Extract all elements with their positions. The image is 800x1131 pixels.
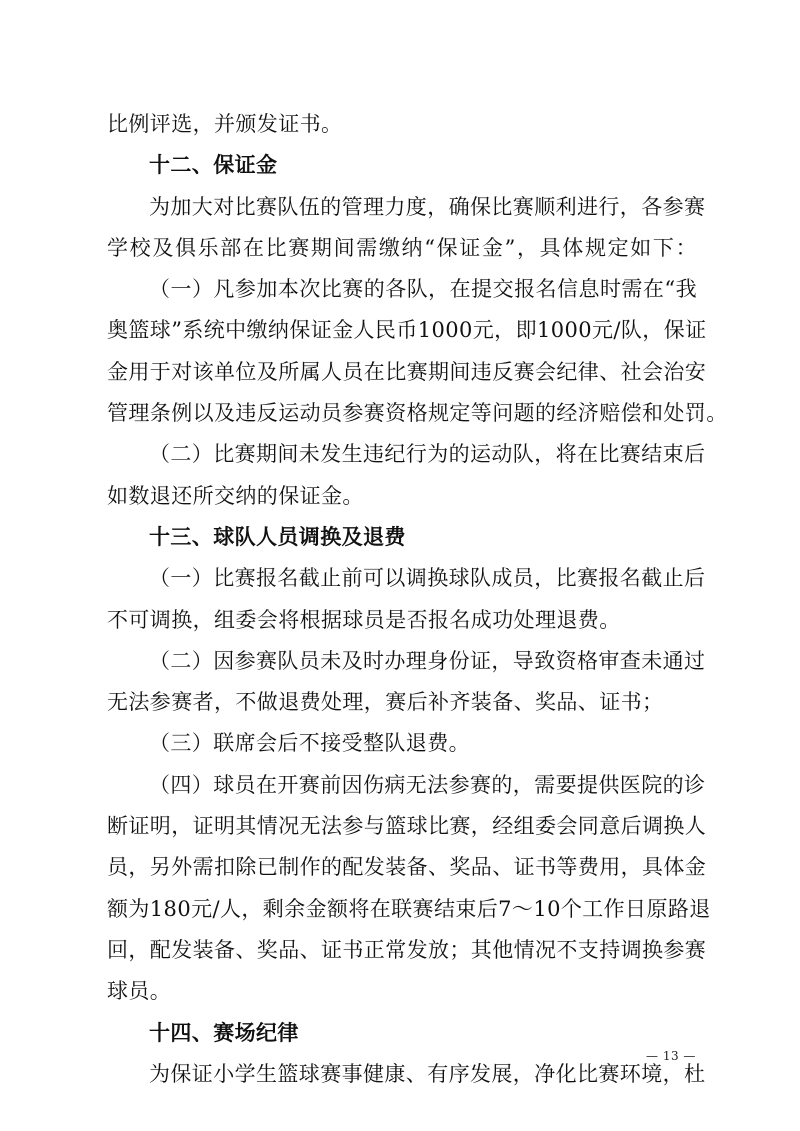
paragraph-line: （一）比赛报名截止前可以调换球队成员，比赛报名截止后 [149, 566, 706, 591]
paragraph-line: 学校及俱乐部在比赛期间需缴纳“保证金”，具体规定如下： [107, 235, 697, 260]
paragraph-line: 比例评选，并颁发证书。 [107, 112, 343, 136]
paragraph-line: 为保证小学生篮球赛事健康、有序发展，净化比赛环境，杜 [149, 1061, 706, 1086]
paragraph-line: 无法参赛者，不做退费处理，赛后补齐装备、奖品、证书； [107, 690, 664, 715]
section-heading: 十二、保证金 [149, 153, 278, 178]
paragraph-line: 额为180元/人，剩余金额将在联赛结束后7～10个工作日原路退 [107, 896, 711, 921]
section-heading: 十四、赛场纪律 [149, 1020, 299, 1045]
paragraph-line: 奥篮球”系统中缴纳保证金人民币1000元，即1000元/队，保证 [107, 318, 707, 343]
paragraph-line: 为加大对比赛队伍的管理力度，确保比赛顺利进行，各参赛 [149, 194, 706, 219]
paragraph-line: 金用于对该单位及所属人员在比赛期间违反赛会纪律、社会治安 [107, 359, 707, 384]
paragraph-line: 不可调换，组委会将根据球员是否报名成功处理退费。 [107, 607, 621, 632]
section-heading: 十三、球队人员调换及退费 [149, 524, 406, 549]
paragraph-line: 员，另外需扣除已制作的配发装备、奖品、证书等费用，具体金 [107, 855, 707, 880]
paragraph-line: 管理条例以及违反运动员参赛资格规定等问题的经济赔偿和处罚。 [107, 401, 728, 426]
paragraph-line: 断证明，证明其情况无法参与篮球比赛，经组委会同意后调换人 [107, 814, 707, 839]
paragraph-line: （二）比赛期间未发生违纪行为的运动队，将在比赛结束后 [149, 442, 706, 467]
paragraph-line: 如数退还所交纳的保证金。 [107, 483, 364, 508]
page-number: — 13 — [646, 1049, 696, 1063]
paragraph-line: （四）球员在开赛前因伤病无法参赛的，需要提供医院的诊 [149, 772, 706, 797]
paragraph-line: （一）凡参加本次比赛的各队，在提交报名信息时需在“我 [149, 277, 697, 302]
paragraph-line: 回，配发装备、奖品、证书正常发放；其他情况不支持调换参赛 [107, 937, 707, 962]
paragraph-line: 球员。 [107, 979, 172, 1004]
paragraph-line: （三）联席会后不接受整队退费。 [149, 731, 470, 756]
paragraph-line: （二）因参赛队员未及时办理身份证，导致资格审查未通过 [149, 648, 706, 673]
document-body [107, 104, 728, 1095]
